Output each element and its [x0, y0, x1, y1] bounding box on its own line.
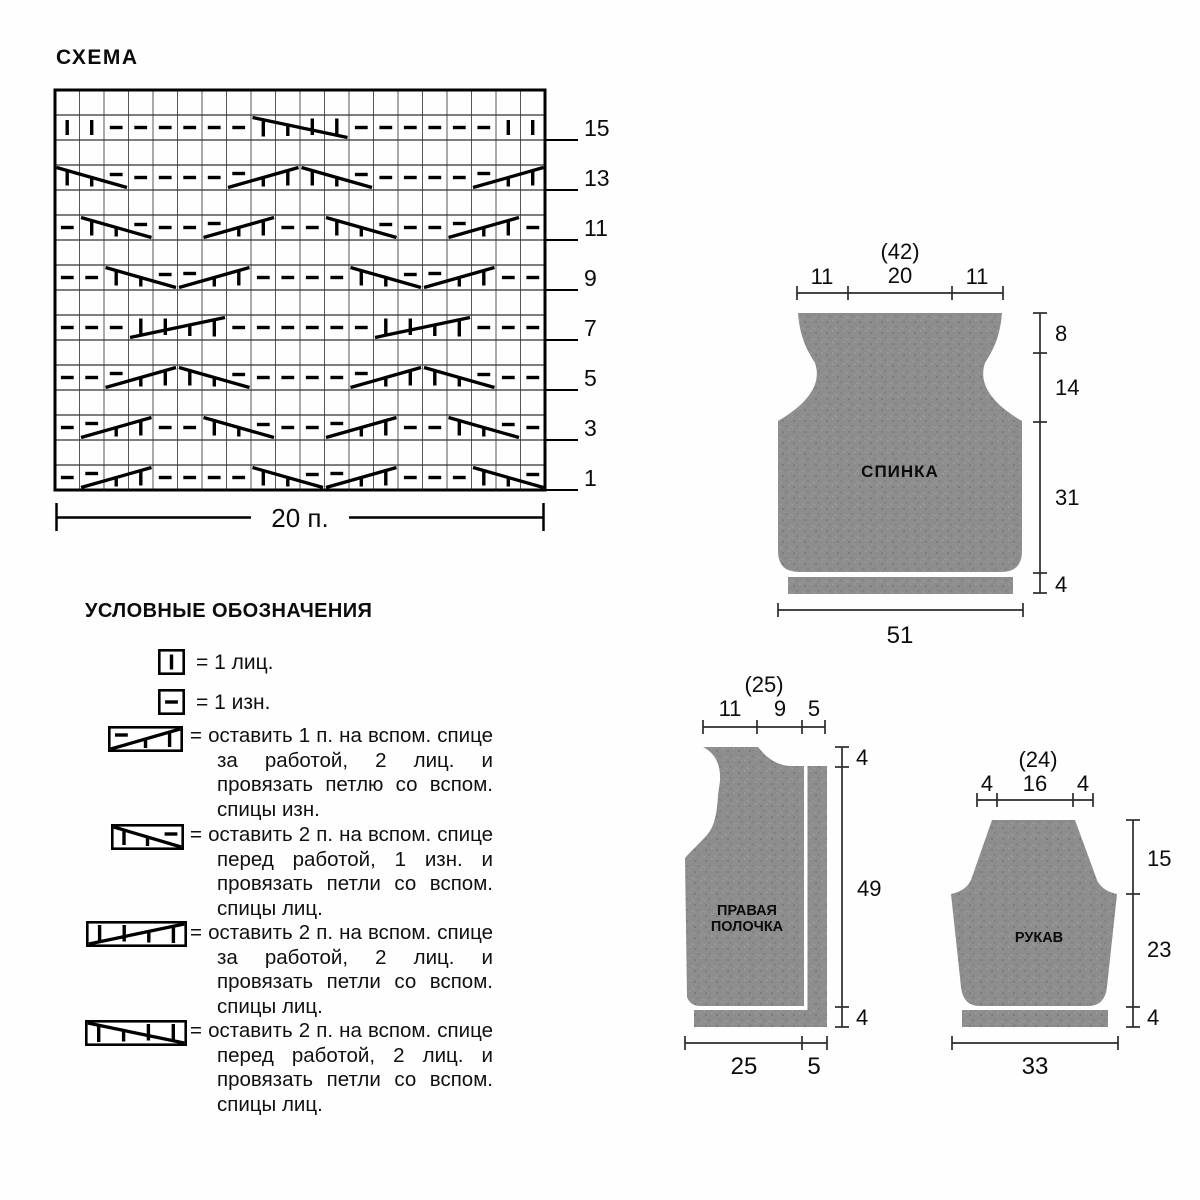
back-top-total: (42) [880, 239, 920, 264]
legend-symbol-cable4-down-icon [85, 1020, 187, 1046]
legend-symbol-cable3-down-icon [111, 824, 184, 850]
back-top-seg: 11 [965, 264, 989, 289]
sleeve-label: РУКАВ [1014, 930, 1064, 946]
sleeve-top-seg: 4 [980, 771, 994, 796]
svg-text:15: 15 [584, 115, 610, 141]
back-rib-shape [788, 577, 1013, 594]
back-body-shape [778, 313, 1022, 572]
legend-text-cable4-up: = оставить 2 п. на вспом. спице за работой, 2 лиц. и провязать петли со вспом. спицы лиц. [190, 921, 493, 1018]
back-right-seg: 14 [1055, 375, 1080, 400]
legend-symbol-purl-icon [158, 689, 185, 715]
front-top-seg: 5 [807, 696, 821, 721]
front-bottom-seg: 5 [807, 1053, 821, 1080]
sleeve-bottom-width: 33 [1021, 1053, 1049, 1080]
sleeve-top-seg: 4 [1076, 771, 1090, 796]
schematic-sleeve [951, 747, 1171, 1080]
front-top-total: (25) [744, 672, 784, 697]
legend-symbol-knit-icon [158, 649, 185, 675]
front-top-seg: 11 [718, 696, 742, 721]
svg-text:9: 9 [584, 265, 597, 291]
sleeve-right-seg: 23 [1147, 937, 1172, 962]
back-right-seg: 31 [1055, 485, 1080, 510]
front-body-shape [685, 747, 804, 1006]
front-label: ПРАВАЯ [717, 903, 777, 919]
front-right-seg: 4 [856, 1005, 869, 1030]
back-bottom-width: 51 [886, 622, 914, 649]
sleeve-top-seg: 16 [1022, 771, 1048, 796]
legend-text-cable3-down: = оставить 2 п. на вспом. спице перед работой, 1 изн. и провязать петли со вспом. спицы лиц. [190, 823, 493, 920]
schematic-right-front [685, 672, 881, 1080]
svg-text:7: 7 [584, 315, 597, 341]
sleeve-top-total: (24) [1018, 747, 1058, 772]
sleeve-right-seg: 15 [1147, 846, 1172, 871]
front-right-seg: 49 [857, 876, 882, 901]
front-band-shape [808, 766, 828, 1027]
front-right-seg: 4 [856, 745, 869, 770]
svg-text:11: 11 [584, 215, 608, 241]
back-label: СПИНКА [861, 462, 939, 481]
legend-text-cable4-down: = оставить 2 п. на вспом. спице перед работой, 2 лиц. и провязать петли со вспом. спицы лиц. [190, 1019, 493, 1116]
knitting-chart [30, 40, 630, 540]
legend-title: УСЛОВНЫЕ ОБОЗНАЧЕНИЯ [85, 600, 373, 622]
sleeve-right-seg: 4 [1147, 1005, 1160, 1030]
schematic-back [778, 239, 1079, 649]
legend-text-cable3-up: = оставить 1 п. на вспом. спице за работой, 2 лиц. и провязать петлю со вспом. спицы изн. [190, 724, 493, 821]
legend-symbol-cable3-up-icon [108, 726, 183, 752]
front-rib-shape [694, 1010, 827, 1027]
svg-text:13: 13 [584, 165, 610, 191]
back-top-seg: 11 [810, 264, 834, 289]
svg-text:3: 3 [584, 415, 597, 441]
chart-title: СХЕМА [56, 46, 139, 69]
front-top-seg: 9 [773, 696, 787, 721]
sleeve-cuff-shape [962, 1010, 1108, 1027]
back-right-seg: 4 [1055, 572, 1068, 597]
svg-text:5: 5 [584, 365, 597, 391]
front-bottom-seg: 25 [730, 1053, 758, 1080]
legend-symbol-cable4-up-icon [86, 921, 187, 947]
legend-text-knit: = 1 лиц. [196, 651, 274, 674]
sleeve-body-shape [951, 820, 1117, 1006]
legend-text-purl: = 1 изн. [196, 691, 271, 714]
back-right-seg: 8 [1055, 321, 1068, 346]
front-label: ПОЛОЧКА [710, 919, 784, 935]
svg-text:1: 1 [584, 465, 597, 491]
garment-schematics [640, 230, 1200, 1090]
svg-text:20 п.: 20 п. [271, 503, 329, 533]
back-top-seg: 20 [887, 263, 913, 288]
